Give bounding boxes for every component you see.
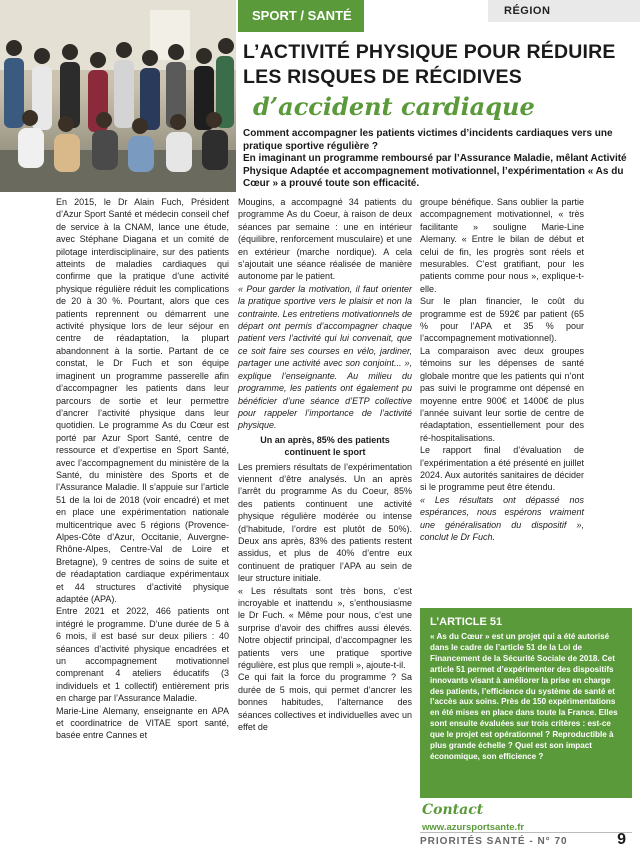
paragraph: Sur le plan financier, le coût du programme est de 592€ par patient (65 % pour l’APA et 35 % pour l’accompagnement motivationnel). (420, 296, 584, 344)
article-column-3 (420, 196, 584, 543)
paragraph: groupe bénéfique. Sans oublier la partie accompagnement motivationnel, « très facilitante » souligne Marie-Line Alemany. « Entre le bilan de début et celui de fin, les progrès sont réels et mesurables. C’est gratifiant, pour les patients comme pour nous », explique-t-elle. (420, 197, 584, 294)
standfirst-summary: En imaginant un programme remboursé par l’Assurance Maladie, mêlant Activité Physique Adaptée et accompagnement motivationnel, l’expérimentation « As du Cœur » a prouvé toute son efficacité. (243, 153, 627, 190)
headline-script-line: d’accident cardiaque (253, 92, 535, 121)
group-photo (0, 0, 236, 192)
standfirst-question: Comment accompagner les patients victimes d’incidents cardiaques vers une pratique sportive régulière ? (243, 128, 613, 152)
paragraph: Le rapport final d’évaluation de l’expérimentation a été présenté en juillet 2024. Aux autorités sanitaires de décider si le programme peut être étendu. (420, 445, 584, 493)
paragraph: Les premiers résultats de l’expérimentation viennent d’être analysés. Un an après l’arrêt du programme As du Coeur, 85% des patients continuent une activité physique régulière modérée ou intense (d’habitude, l’ordre est plutôt de 50%). Deux ans après, 83% des patients restent assidus, et plus de 40% d’entre eux continuent de pratiquer l’APA au sein de leur structure initiale. (238, 461, 412, 584)
quote-paragraph: « Pour garder la motivation, il faut orienter la pratique sportive vers le plaisir et non la contrainte. Les entretiens motivationnels de départ ont permis d’accompagner chaque patient vers l’activité qui lui convenait, que ce soit faire ses courses en vélo, jardiner, partager une activité avec son conjoint... », explique l’enseignante. Au milieu du programme, les patients ont également pu bénéficier d’une séance d’ETP collective pour rappeler l’importance de l’activité physique. (238, 283, 412, 431)
headline-line-2: LES RISQUES DE RÉCIDIVES (243, 66, 522, 88)
page-number: 9 (617, 831, 626, 848)
page-footer (420, 832, 632, 853)
contact-label: Contact (422, 802, 484, 818)
headline-line-1: L’ACTIVITÉ PHYSIQUE POUR RÉDUIRE (243, 41, 616, 63)
headline (243, 40, 633, 124)
quote-paragraph: « Les résultats ont dépassé nos espérances, nous espérons vraiment une généralisation du dispositif », conclut le Dr Fuch. (420, 494, 584, 542)
paragraph: En 2015, le Dr Alain Fuch, Président d’Azur Sport Santé et médecin conseil chef de service à la CNAM, lance une étude, avec Stéphane Diagana et un comité de pilotage interdisciplinaire, sur des patients atteints de maladies cardiaques qui confirme que la pratique d’une activité physique régulière réduit les complications de 20 à 30 %. Pourtant, alors que ces patients reprennent ou démarrent une activité physique lors de leur séjour en centre de réadaptation, la plupart abandonnent à la sortie. Partant de ce constat, le Dr Fuch et son équipe imaginent un programme passerelle afin d’accompagner les patients dans leur parcours de sortie et leur permettre d’ancrer l’activité physique dans leur quotidien. Le programme As du Cœur est porté par Azur Sport Santé, centre de ressource et d’expertise en Sport Santé, avec l’accompagnement du ministère de la Santé, du ministère des Sports et de l’Assurance Maladie. Il s’appuie sur l’article 51 de la loi de 2018 (voir encadré) et met en place une expérimentation nationale multicentrique avec 5 régions (Provence-Alpes-Côte d’Azur, Occitanie, Auvergne-Rhône-Alpes, Centre-Val de Loire et Bretagne), 9 centres de soins de suite et de réadaptation cardiaque expérimentaux et 44 structures d’activité physique adaptée (APA). (56, 197, 229, 604)
publication-name: PRIORITÉS SANTÉ - N° 70 (420, 836, 568, 847)
standfirst (243, 128, 633, 191)
paragraph: Marie-Line Alemany, enseignante en APA et coordinatrice de VITAE sport santé, basée entre Cannes et (56, 705, 229, 741)
article-51-box (420, 608, 632, 798)
quote-paragraph: « Les résultats sont très bons, c’est incroyable et inattendu », s’enthousiasme le Dr Fuch. « Même pour nous, c’est une surprise d’avoir des chiffres aussi élevés. Notre objectif principal, d’accompagner les patients vers une pratique sportive régulière, est plus que rempli », ajoute-t-il. (238, 585, 412, 671)
box-title: L’ARTICLE 51 (430, 616, 503, 628)
section-tag: SPORT / SANTÉ (238, 0, 364, 32)
paragraph: Mougins, a accompagné 34 patients du programme As du Coeur, à raison de deux séances par semaine : une en intérieur (équilibre, renforcement musculaire) et une en extérieur (marche nordique). A cela s’ajoutait une séance réalisée de manière autonome par le patient. (238, 197, 412, 282)
group-photo-illustration (0, 0, 236, 192)
paragraph: Entre 2021 et 2022, 466 patients ont intégré le programme. D’une durée de 5 à 6 mois, il est basé sur deux piliers : 40 séances d’activité physique encadrées et un accompagnement motivationnel comprenant 4 ateliers éducatifs (3 individuels et 1 collectif) entièrement pris en charge par l’Assurance Maladie. (56, 606, 229, 704)
paragraph: La comparaison avec deux groupes témoins sur les dépenses de santé globale montre que les patients qui n’ont pas suivi le programme ont dépensé en moyenne entre 900€ et 1400€ de plus l’année suivant leur sortie de centre de réadaptation, essentiellement pour des ré-hospitalisations. (420, 345, 584, 443)
box-text: « As du Cœur » est un projet qui a été autorisé dans le cadre de l’article 51 de la Loi de Financement de la Sécurité Sociale de 2018. Cet article 51 permet d’expérimenter des dispositifs innovants visant à améliorer la prise en charge des patients, l’efficience du système de santé et l’accès aux soins. Près de 150 expérimentations en été mises en place dans toute la France. Elles sont ensuite évaluées sur trois critères : est-ce que le projet est opérationnel ? Reproductible à plus grande échelle ? Quel est son impact économique, son efficience ? (430, 632, 618, 761)
contact-url-link[interactable]: www.azursportsante.fr (422, 822, 525, 833)
article-column-1 (56, 196, 229, 742)
article-column-2 (238, 196, 412, 733)
paragraph: Ce qui fait la force du programme ? Sa durée de 5 mois, qui permet d’ancrer les bonnes habitudes, l’alternance des séances collectives et individuelles avec un effet de (238, 672, 412, 733)
region-tag: RÉGION (488, 0, 640, 22)
section-subheading: Un an après, 85% des patients continuent le sport (260, 434, 390, 458)
